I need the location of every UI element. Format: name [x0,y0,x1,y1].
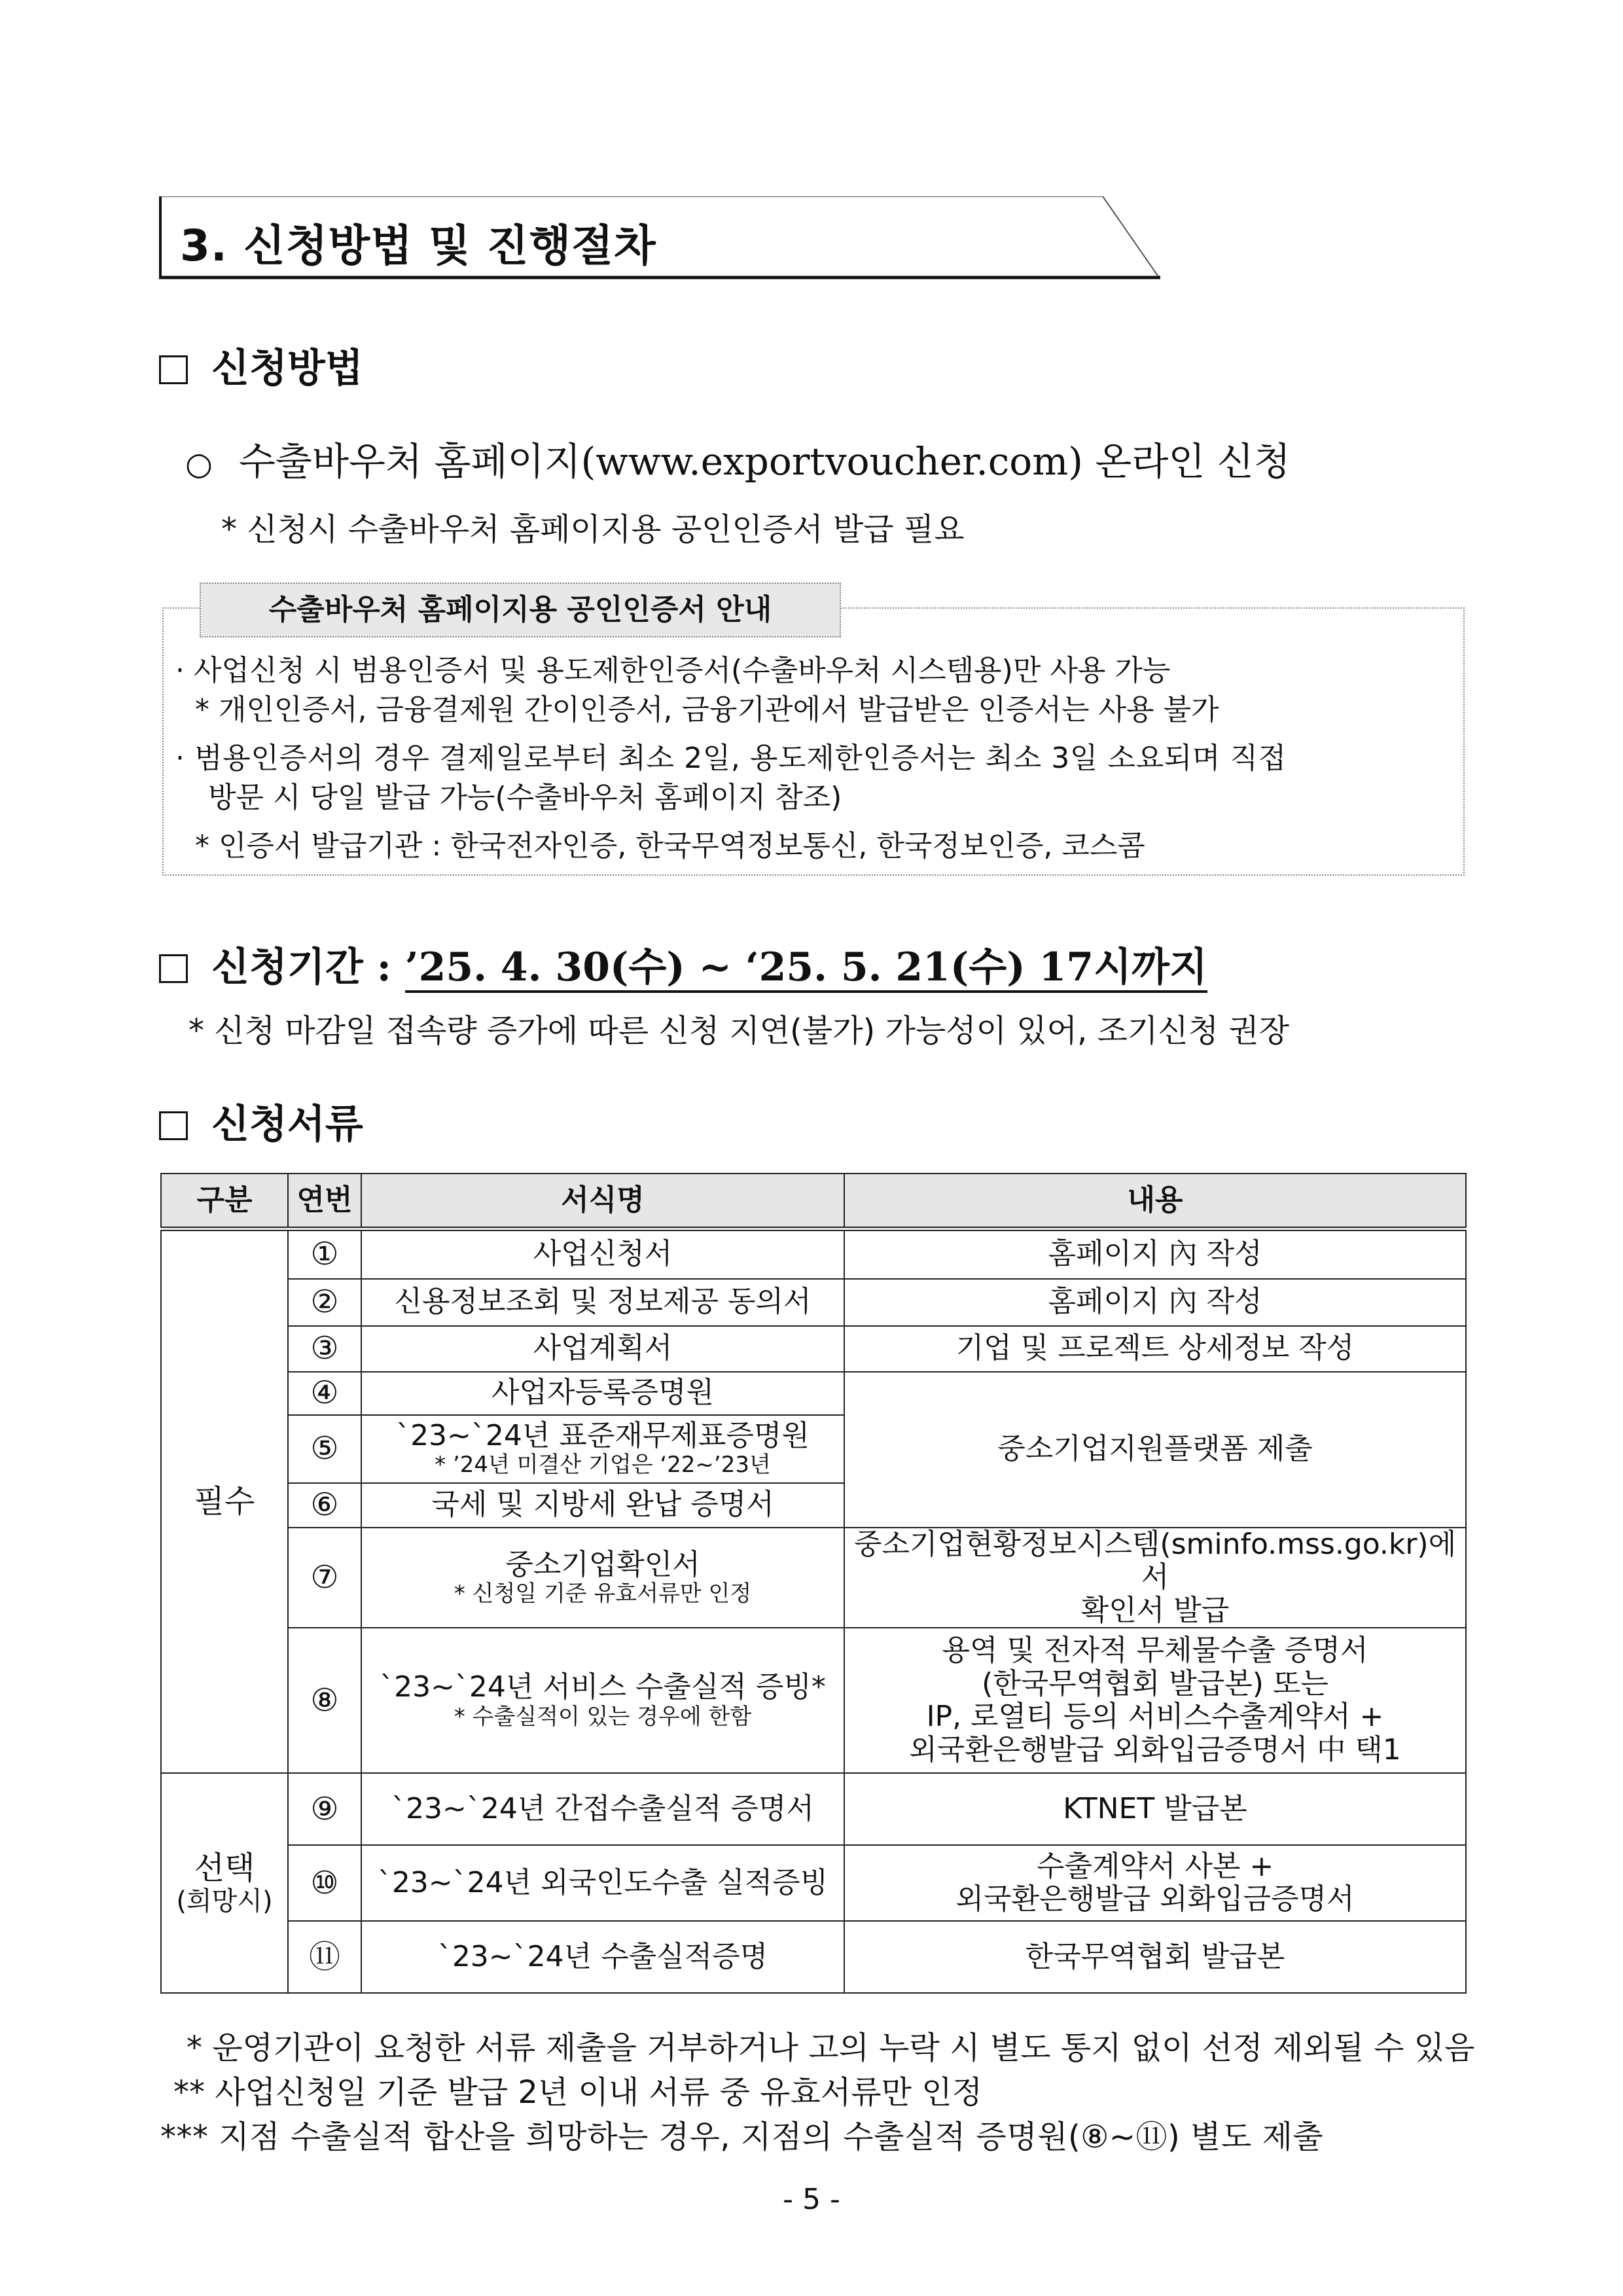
notice-line-1: · 사업신청 시 범용인증서 및 용도제한인증서(수출바우처 시스템용)만 사용 가능 [175,654,1171,687]
table-row [161,1528,1466,1628]
table-row [161,1279,1466,1326]
period-heading-label: 신청기간 : [211,944,405,990]
method-heading-text: 신청방법 [211,346,363,391]
row-content: 한국무역협회 발급본 [844,1921,1466,1993]
row-name [361,1528,844,1628]
notice-line-3: · 범용인증서의 경우 결제일로부터 최소 2일, 용도제한인증서는 최소 3일 소요되며 직접 [175,742,1287,775]
checkbox-square-icon [159,1111,188,1140]
row-name: 신용정보조회 및 정보제공 동의서 [361,1279,844,1326]
row-name-sub: * ’24년 미결산 기업은 ‘22~’23년 [435,1452,771,1479]
row-content-line: 중소기업현황정보시스템(sminfo.mss.go.kr)에서 [853,1527,1457,1594]
row-name [361,1628,844,1773]
row-content-line: 수출계약서 사본 + [1036,1849,1274,1883]
group-optional [161,1773,288,1993]
row-name: `23~`24년 외국인도수출 실적증빙 [361,1845,844,1921]
group-optional-label: 선택 [194,1849,255,1886]
table-row [161,1845,1466,1921]
row-number: ⑥ [288,1483,361,1528]
row-name-main: `23~`24년 표준재무제표증명원 [396,1418,810,1452]
method-heading [159,337,363,393]
row-content: 기업 및 프로젝트 상세정보 작성 [844,1326,1466,1372]
row-name-sub: * 신청일 기준 유효서류만 인정 [454,1581,752,1607]
row-name: `23~`24년 간접수출실적 증명서 [361,1773,844,1845]
header-number: 연번 [288,1174,361,1229]
footnote-1: * 운영기관이 요청한 서류 제출을 거부하거나 고의 누락 시 별도 통지 없이 선정 제외될 수 있음 [187,2030,1475,2066]
row-number: ① [288,1229,361,1279]
method-bullet [185,431,1291,486]
row-name: 사업자등록증명원 [361,1372,844,1415]
row-content-line: 외국환은행발급 외화입금증명서 [955,1882,1355,1916]
group-required: 필수 [161,1229,288,1774]
method-note: * 신청시 수출바우처 홈페이지용 공인인증서 발급 필요 [221,511,965,548]
row-content [844,1845,1466,1921]
method-bullet-text: 수출바우처 홈페이지(www.exportvoucher.com) 온라인 신청 [238,439,1291,484]
period-heading [159,936,1207,992]
period-heading-value: ’25. 4. 30(수) ~ ‘25. 5. 21(수) 17시까지 [405,944,1207,993]
row-number: ⑩ [288,1845,361,1921]
checkbox-square-icon [159,355,188,384]
table-row [161,1372,1466,1415]
header-category: 구분 [161,1174,288,1229]
row-number: ⑤ [288,1415,361,1483]
table-row [161,1773,1466,1845]
section-title: 3. 신청방법 및 진행절차 [180,221,656,271]
row-number: ⑨ [288,1773,361,1845]
table-row [161,1921,1466,1993]
period-note: * 신청 마감일 접속량 증가에 따른 신청 지연(불가) 가능성이 있어, 조기신청 권장 [188,1013,1289,1049]
notice-line-4: 방문 시 당일 발급 가능(수출바우처 홈페이지 참조) [208,781,842,814]
row-content-line: IP, 로열티 등의 서비스수출계약서 + [926,1700,1384,1734]
page-number: - 5 - [783,2183,840,2216]
row-content-line: 확인서 발급 [1080,1593,1230,1627]
table-header-row [161,1174,1466,1229]
row-number: ⑦ [288,1528,361,1628]
row-name: 국세 및 지방세 완납 증명서 [361,1483,844,1528]
footnote-2: ** 사업신청일 기준 발급 2년 이내 서류 중 유효서류만 인정 [173,2074,982,2111]
table-row [161,1628,1466,1773]
row-name: 사업계획서 [361,1326,844,1372]
notice-line-5: * 인증서 발급기관 : 한국전자인증, 한국무역정보통신, 한국정보인증, 코스콤 [195,829,1145,863]
documents-heading [159,1093,363,1149]
row-content [844,1628,1466,1773]
certificate-notice-title: 수출바우처 홈페이지용 공인인증서 안내 [200,583,841,637]
footnote-3: *** 지점 수출실적 합산을 희망하는 경우, 지점의 수출실적 증명원(⑧~⑪) 별도 제출 [160,2119,1324,2155]
row-content: 홈페이지 內 작성 [844,1229,1466,1279]
row-content [844,1528,1466,1628]
row-name [361,1415,844,1483]
row-name-sub: * 수출실적이 있는 경우에 한함 [454,1704,752,1731]
header-content: 내용 [844,1174,1466,1229]
row-content: KTNET 발급본 [844,1773,1466,1845]
row-name-main: 중소기업확인서 [505,1547,700,1581]
group-optional-sub: (희망시) [176,1886,273,1916]
row-number: ⑪ [288,1921,361,1993]
row-name: 사업신청서 [361,1229,844,1279]
row-content-merged: 중소기업지원플랫폼 제출 [844,1372,1466,1528]
row-number: ② [288,1279,361,1326]
row-content-line: 용역 및 전자적 무체물수출 증명서 [942,1634,1368,1668]
table-row [161,1229,1466,1279]
documents-table [160,1173,1467,1994]
row-number: ④ [288,1372,361,1415]
documents-heading-text: 신청서류 [211,1102,363,1147]
row-name-main: `23~`24년 서비스 수출실적 증빙* [380,1670,826,1704]
notice-line-2: * 개인인증서, 금융결제원 간이인증서, 금융기관에서 발급받은 인증서는 사용 불가 [195,693,1219,726]
row-content: 홈페이지 內 작성 [844,1279,1466,1326]
row-number: ⑧ [288,1628,361,1773]
section-header [159,196,1160,280]
row-number: ③ [288,1326,361,1372]
checkbox-square-icon [159,954,188,983]
row-content-line: 외국환은행발급 외화입금증명서 中 택1 [909,1732,1401,1767]
header-form-name: 서식명 [361,1174,844,1229]
table-row [161,1326,1466,1372]
row-name: `23~`24년 수출실적증명 [361,1921,844,1993]
circle-bullet-icon: ○ [185,446,213,482]
row-content-line: (한국무역협회 발급본) 또는 [982,1666,1329,1700]
